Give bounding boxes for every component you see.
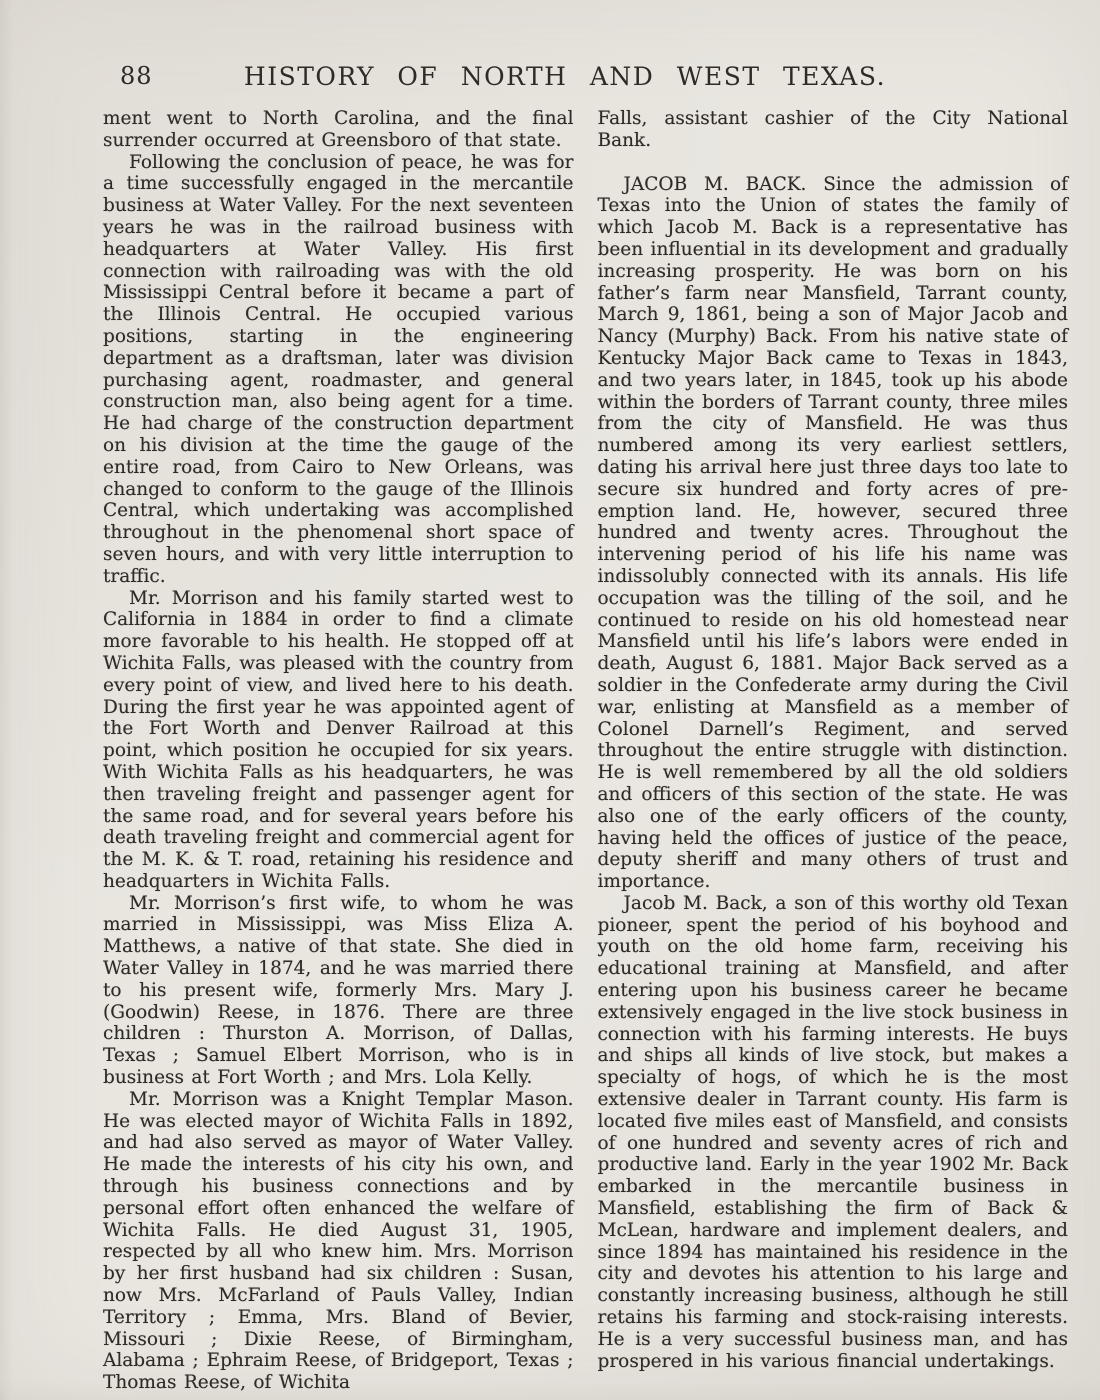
page-number: 88 <box>120 62 153 90</box>
paragraph: Falls, assistant cashier of the City National Bank. <box>597 108 1068 151</box>
paragraph: Mr. Morrison’s first wife, to whom he was married in Mississippi, was Miss Eliza A. Matthews, a native of that state. She died in Water Valley in 1874, and he was married there to his present wife, formerly Mrs. Mary J. (Goodwin) Reese, in 1876. There are three children : Thurston A. Morrison, of Dallas, Texas ; Samuel Elbert Morrison, who is in business at Fort Worth ; and Mrs. Lola Kelly. <box>103 892 574 1089</box>
paragraph: Mr. Morrison was a Knight Templar Mason. He was elected mayor of Wichita Falls in 1892, and had also served as mayor of Water Valley. He made the interests of his city his own, and through his business connections and by personal effort often enhanced the welfare of Wichita Falls. He died August 31, 1905, respected by all who knew him. Mrs. Morrison by her first husband had six children : Susan, now Mrs. McFarland of Pauls Valley, Indian Territory ; Emma, Mrs. Bland of Bevier, Missouri ; Dixie Reese, of Birmingham, Alabama ; Ephraim Reese, of Bridgeport, Texas ; Thomas Reese, of Wichita <box>103 1088 574 1394</box>
paragraph: ment went to North Carolina, and the final surrender occurred at Greensboro of that state. <box>103 108 574 151</box>
paragraph: Following the conclusion of peace, he was for a time successfully engaged in the mercantile business at Water Valley. For the next seventeen years he was in the railroad business with headquarters at Water Valley. His first connection with railroading was with the old Mississippi Central before it became a part of the Illinois Central. He occupied various positions, starting in the engineering department as a draftsman, later was division purchasing agent, roadmaster, and general construction man, also being agent for a time. He had charge of the construction department on his division at the time the gauge of the entire road, from Cairo to New Orleans, was changed to conform to the gauge of the Illinois Central, which undertaking was accomplished throughout in the phenomenal short space of seven hours, and with very little interruption to traffic. <box>103 151 574 587</box>
paragraph: JACOB M. BACK. Since the admission of Texas into the Union of states the family of which Jacob M. Back is a representative has been influential in its development and gradually increasing prosperity. He was born on his father’s farm near Mansfield, Tarrant county, March 9, 1861, being a son of Major Jacob and Nancy (Murphy) Back. From his native state of Kentucky Major Back came to Texas in 1843, and two years later, in 1845, took up his abode within the borders of Tarrant county, three miles from the city of Mansfield. He was thus numbered among its very earliest settlers, dating his arrival here just three days too late to secure six hundred and forty acres of pre-emption land. He, however, secured three hundred and twenty acres. Throughout the intervening period of his life his name was indissolubly connected with its annals. His life occupation was the tilling of the soil, and he continued to reside on his old homestead near Mansfield until his life’s labors were ended in death, August 6, 1881. Major Back served as a soldier in the Confederate army during the Civil war, enlisting at Mansfield as a member of Colonel Darnell’s Regiment, and served throughout the entire struggle with distinction. He is well remembered by all the old soldiers and officers of this section of the state. He was also one of the early officers of the county, having held the offices of justice of the peace, deputy sheriff and many others of trust and importance. <box>597 173 1068 893</box>
page-title: HISTORY OF NORTH AND WEST TEXAS. <box>243 62 887 91</box>
paragraph: Mr. Morrison and his family started west to California in 1884 in order to find a climate more favorable to his health. He stopped off at Wichita Falls, was pleased with the country from every point of view, and lived here to his death. During the first year he was appointed agent of the Fort Worth and Denver Railroad at this point, which position he occupied for six years. With Wichita Falls as his headquarters, he was then traveling freight and passenger agent for the same road, and for several years before his death traveling freight and commercial agent for the M. K. & T. road, retaining his residence and headquarters in Wichita Falls. <box>103 587 574 892</box>
left-column <box>103 108 574 1394</box>
text-columns <box>103 108 1068 1394</box>
paragraph: Jacob M. Back, a son of this worthy old Texan pioneer, spent the period of his boyhood and youth on the old home farm, receiving his educational training at Mansfield, and after entering upon his business career he became extensively engaged in the live stock business in connection with his farming interests. He buys and ships all kinds of live stock, but makes a specialty of hogs, of which he is the most extensive dealer in Tarrant county. His farm is located five miles east of Mansfield, and consists of one hundred and seventy acres of rich and productive land. Early in the year 1902 Mr. Back embarked in the mercantile business in Mansfield, establishing the firm of Back & McLean, hardware and implement dealers, and since 1894 has maintained his residence in the city and devotes his attention to his large and constantly increasing business, although he still retains his farming and stock-raising interests. He is a very successful business man, and has prospered in his various financial undertakings. <box>597 892 1068 1372</box>
right-column <box>598 108 1069 1394</box>
